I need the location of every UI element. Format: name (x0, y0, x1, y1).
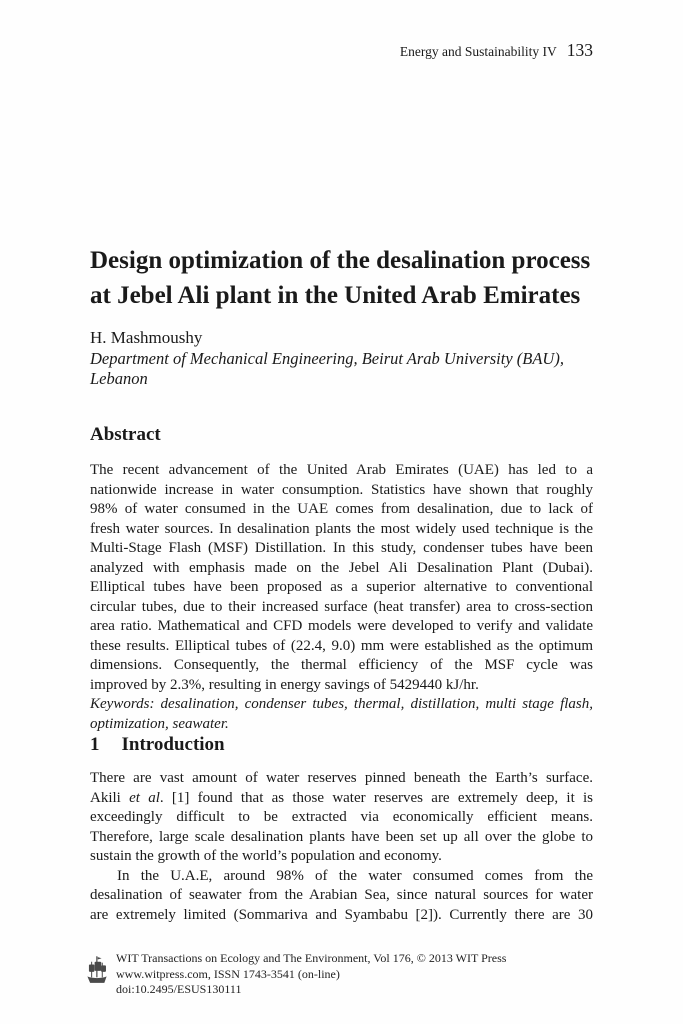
text-line: Keywords: desalination, condenser tubes, thermal, distillation, multi stage flash, (90, 696, 593, 712)
text-line: doi:10.2495/ESUS130111 (116, 982, 242, 997)
witpress-ship-logo (86, 954, 110, 986)
paper-title (90, 243, 593, 313)
text-line: Multi-Stage Flash (MSF) Distillation. In this study, condenser tubes have been (90, 540, 593, 556)
section-title: Introduction (121, 734, 225, 755)
text-line: Therefore, large scale desalination plants have been set up all over the globe to (90, 828, 593, 845)
text-line: dimensions. Consequently, the thermal efficiency of the MSF cycle was (90, 657, 593, 673)
author-affiliation (90, 349, 593, 389)
text-line: are extremely limited (Sommariva and Syambabu [2]). Currently there are 30 (90, 906, 593, 923)
text-line: Lebanon (90, 369, 148, 388)
running-header (90, 40, 593, 61)
text-line: The recent advancement of the United Arab Emirates (UAE) has led to a (90, 462, 593, 478)
text-line: exceedingly difficult to be extracted via economically efficient means. (90, 809, 593, 825)
text-line: at Jebel Ali plant in the United Arab Emirates (90, 282, 581, 309)
text-line: nationwide increase in water consumption. Statistics have shown that roughly (90, 481, 593, 498)
text-line: www.witpress.com, ISSN 1743-3541 (on-line) (116, 966, 340, 981)
text-line: 98% of water consumed in the UAE comes from desalination, due to lack of (90, 501, 593, 517)
imprint-text (116, 951, 506, 998)
text-line: WIT Transactions on Ecology and The Environment, Vol 176, © 2013 WIT Press (116, 951, 507, 965)
text-line: Akili et al. [1] found that as those water reserves are extremely deep, it is (90, 789, 594, 806)
text-line: There are vast amount of water reserves pinned beneath the Earth’s surface. (90, 770, 593, 786)
section-number: 1 (90, 734, 100, 755)
text-line: fresh water sources. In desalination plants the most widely used technique is the (90, 520, 593, 537)
book-title: Energy and Sustainability IV (399, 44, 557, 59)
introduction-body (90, 769, 593, 925)
author-block (90, 326, 593, 389)
text-line: these results. Elliptical tubes of (22.4, 9.0) mm were established as the optimum (90, 637, 593, 654)
text-line: area ratio. Mathematical and CFD models were developed to verify and validate (90, 618, 593, 634)
abstract-body (90, 461, 593, 734)
abstract-heading: Abstract (90, 424, 161, 445)
author-name: H. Mashmoushy (90, 328, 203, 347)
text-line: optimization, seawater. (90, 715, 229, 732)
text-line: In the U.A.E, around 98% of the water consumed comes from the (117, 867, 593, 884)
publisher-imprint (86, 951, 506, 998)
text-line: Elliptical tubes have been proposed as a superior alternative to conventional (90, 579, 593, 595)
page-number: 133 (566, 40, 593, 60)
text-line: analyzed with emphasis made on the Jebel Ali Desalination Plant (Dubai). (90, 559, 593, 576)
text-line: Design optimization of the desalination process (90, 247, 591, 274)
section-heading-introduction (90, 734, 225, 756)
text-line: desalination of seawater from the Arabian Sea, since natural sources for water (90, 887, 593, 903)
text-line: Department of Mechanical Engineering, Beirut Arab University (BAU), (90, 349, 564, 368)
text-line: improved by 2.3%, resulting in energy savings of 5429440 kJ/hr. (90, 676, 479, 693)
text-line: sustain the growth of the world’s population and economy. (90, 848, 442, 864)
text-line: circular tubes, due to their increased surface (heat transfer) area to cross-section (90, 598, 593, 615)
